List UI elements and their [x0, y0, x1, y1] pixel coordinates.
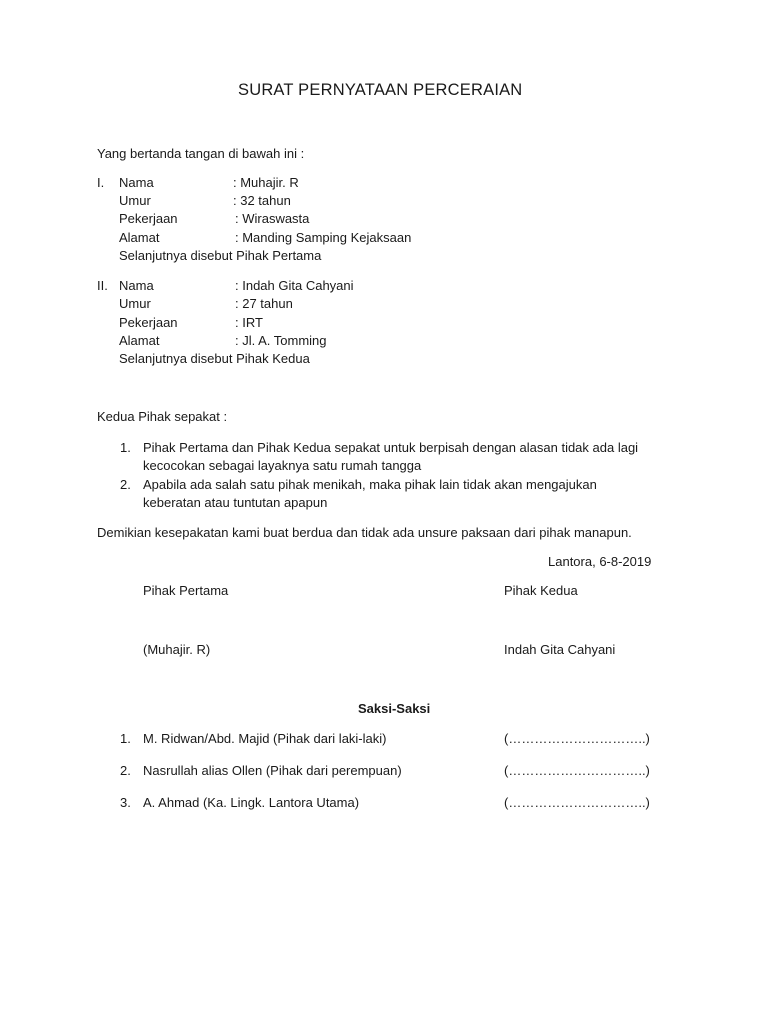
signature-left-name: (Muhajir. R) [143, 642, 211, 657]
party-second-age-label: Umur [119, 296, 151, 311]
agreement-intro: Kedua Pihak sepakat : [97, 409, 228, 424]
witness-number: 1. [120, 731, 131, 746]
agreement-number: 1. [120, 440, 131, 455]
witness-number: 2. [120, 763, 131, 778]
agreement-text: Apabila ada salah satu pihak menikah, maka pihak lain tidak akan mengajukan [143, 477, 597, 492]
party-first-address-label: Alamat [119, 230, 160, 245]
party-first-job-value: : Wiraswasta [235, 211, 310, 226]
party-first-job-label: Pekerjaan [119, 211, 178, 226]
agreement-number: 2. [120, 477, 131, 492]
agreement-text: Pihak Pertama dan Pihak Kedua sepakat untuk berpisah dengan alasan tidak ada lagi [143, 440, 639, 455]
party-second-address-label: Alamat [119, 333, 160, 348]
closing-statement: Demikian kesepakatan kami buat berdua dan tidak ada unsure paksaan dari pihak manapun. [97, 525, 632, 540]
signature-right-name: Indah Gita Cahyani [504, 642, 616, 657]
agreement-text: keberatan atau tuntutan apapun [143, 495, 328, 510]
party-first-address-value: : Manding Samping Kejaksaan [235, 230, 412, 245]
party-first-name-label: Nama [119, 175, 154, 190]
party-second-age-value: : 27 tahun [235, 296, 293, 311]
intro-text: Yang bertanda tangan di bawah ini : [97, 146, 305, 161]
witness-number: 3. [120, 795, 131, 810]
witness-name: M. Ridwan/Abd. Majid (Pihak dari laki-laki) [143, 731, 387, 746]
party-second-job-value: : IRT [235, 315, 263, 330]
party-second-name-label: Nama [119, 278, 154, 293]
witnesses-heading: Saksi-Saksi [358, 701, 431, 716]
party-second-name-value: : Indah Gita Cahyani [235, 278, 354, 293]
party-second-note: Selanjutnya disebut Pihak Kedua [119, 351, 310, 366]
signature-left-label: Pihak Pertama [143, 583, 229, 598]
witness-signature-line: (…………………………..) [504, 763, 650, 778]
party-first-name-value: : Muhajir. R [233, 175, 299, 190]
signature-right-label: Pihak Kedua [504, 583, 578, 598]
party-first-note: Selanjutnya disebut Pihak Pertama [119, 248, 322, 263]
witness-name: A. Ahmad (Ka. Lingk. Lantora Utama) [143, 795, 360, 810]
document-title: SURAT PERNYATAAN PERCERAIAN [238, 81, 523, 99]
party-second-numeral: II. [97, 278, 108, 293]
party-first-age-label: Umur [119, 193, 151, 208]
witness-name: Nasrullah alias Ollen (Pihak dari perempuan) [143, 763, 402, 778]
witness-signature-line: (…………………………..) [504, 731, 650, 746]
agreement-text: kecocokan sebagai layaknya satu rumah tangga [143, 458, 422, 473]
place-date: Lantora, 6-8-2019 [548, 554, 652, 569]
party-second-job-label: Pekerjaan [119, 315, 178, 330]
party-first-age-value: : 32 tahun [233, 193, 291, 208]
witness-signature-line: (…………………………..) [504, 795, 650, 810]
party-second-address-value: : Jl. A. Tomming [235, 333, 327, 348]
party-first-numeral: I. [97, 175, 105, 190]
